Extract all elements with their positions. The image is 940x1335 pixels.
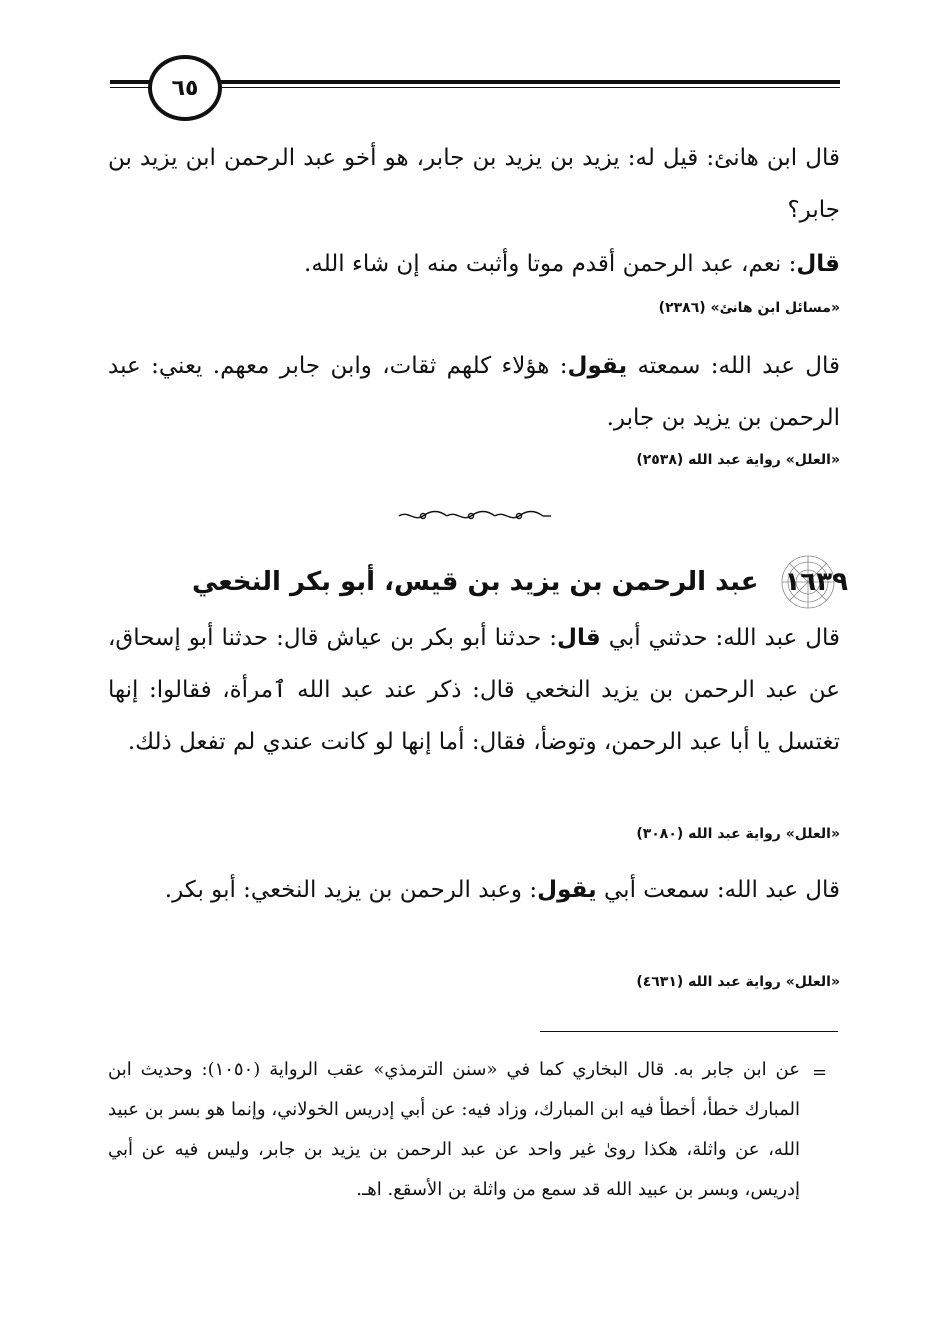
keyword-qala: قال <box>557 625 601 651</box>
entry-number: ١٦٣٩ <box>784 567 848 597</box>
paragraph-text: : نعم، عبد الرحمن أقدم موتا وأثبت منه إن شاء الله. <box>304 251 797 277</box>
footnote-text: عن ابن جابر به. قال البخاري كما في «سنن الترمذي» عقب الرواية (١٠٥٠): وحديث ابن المبارك خطأ، أخطأ فيه ابن المبارك، وزاد فيه: عن أبي إدريس الخولاني، وإنما هو بسر بن عبيد الله، عن واثلة، هكذا روىٰ غير واحد عن عبد الرحمن بن يزيد بن جابر، وليس فيه عن أبي إدريس، وبسر بن عبيد الله قد سمع من واثلة بن الأسقع. اهـ. <box>108 1059 800 1200</box>
paragraph-text: : وعبد الرحمن بن يزيد النخعي: أبو بكر. <box>164 877 538 903</box>
paragraph-abu-bakr-kunya-text <box>108 864 840 916</box>
paragraph-answer-text <box>108 238 840 290</box>
source-citation <box>108 826 840 842</box>
footnote-rule <box>540 1031 838 1032</box>
source-citation <box>108 974 840 990</box>
footnote <box>108 1050 800 1210</box>
paragraph-abu-bakr-kunya <box>108 864 840 916</box>
keyword-qala: قال <box>796 251 840 277</box>
paragraph-text: : هؤلاء كلهم ثقات، وابن جابر معهم. يعني: عبد الرحمن بن يزيد بن جابر. <box>108 353 840 431</box>
paragraph-abdullah-heard-text <box>108 340 840 444</box>
paragraph-abdullah-heard <box>108 340 840 444</box>
entry-title: عبد الرحمن بن يزيد بن قيس، أبو بكر النخعي <box>191 567 759 597</box>
ornament-divider-icon <box>395 508 555 524</box>
source-citation-text: «العلل» رواية عبد الله (٣٠٨٠) <box>636 826 840 842</box>
paragraph-text: قال عبد الله: سمعت أبي <box>596 877 840 903</box>
paragraph-ibn-hani-question <box>108 132 840 236</box>
paragraph-text: : حدثنا أبو بكر بن عياش قال: حدثنا أبو إسحاق، عن عبد الرحمن بن يزيد النخعي قال: ذكر عند عبد الله ٱمرأة، فقالوا: إنها تغتسل يا أبا عبد الرحمن، وتوضأ، فقال: أما إنها لو كانت عندي لم تفعل ذلك. <box>108 625 840 755</box>
source-citation-text: «العلل» رواية عبد الله (٢٥٣٨) <box>636 452 840 468</box>
keyword-yaqul: يقول <box>567 353 628 379</box>
paragraph-text: قال عبد الله: حدثني أبي <box>600 625 840 651</box>
paragraph-text: قال عبد الله: سمعته <box>627 353 840 379</box>
page-number: ٦٥ <box>148 55 222 121</box>
source-citation <box>108 452 840 468</box>
paragraph-abu-bakr-ayyash <box>108 612 840 768</box>
entry-number-wrap <box>785 567 848 597</box>
source-citation-text: «العلل» رواية عبد الله (٤٦٣١) <box>636 974 840 990</box>
paragraph-answer <box>108 238 840 290</box>
keyword-yaqul: يقول <box>537 877 597 903</box>
source-citation-text: «مسائل ابن هانئ» (٢٣٨٦) <box>658 300 840 316</box>
footnote-continuation-marker: = <box>812 1062 828 1083</box>
paragraph-text: قال ابن هانئ: قيل له: يزيد بن يزيد بن جابر، هو أخو عبد الرحمن ابن يزيد بن جابر؟ <box>108 145 840 223</box>
paragraph-abu-bakr-ayyash-text <box>108 612 840 768</box>
entry-heading <box>108 558 848 606</box>
source-citation <box>108 300 840 316</box>
